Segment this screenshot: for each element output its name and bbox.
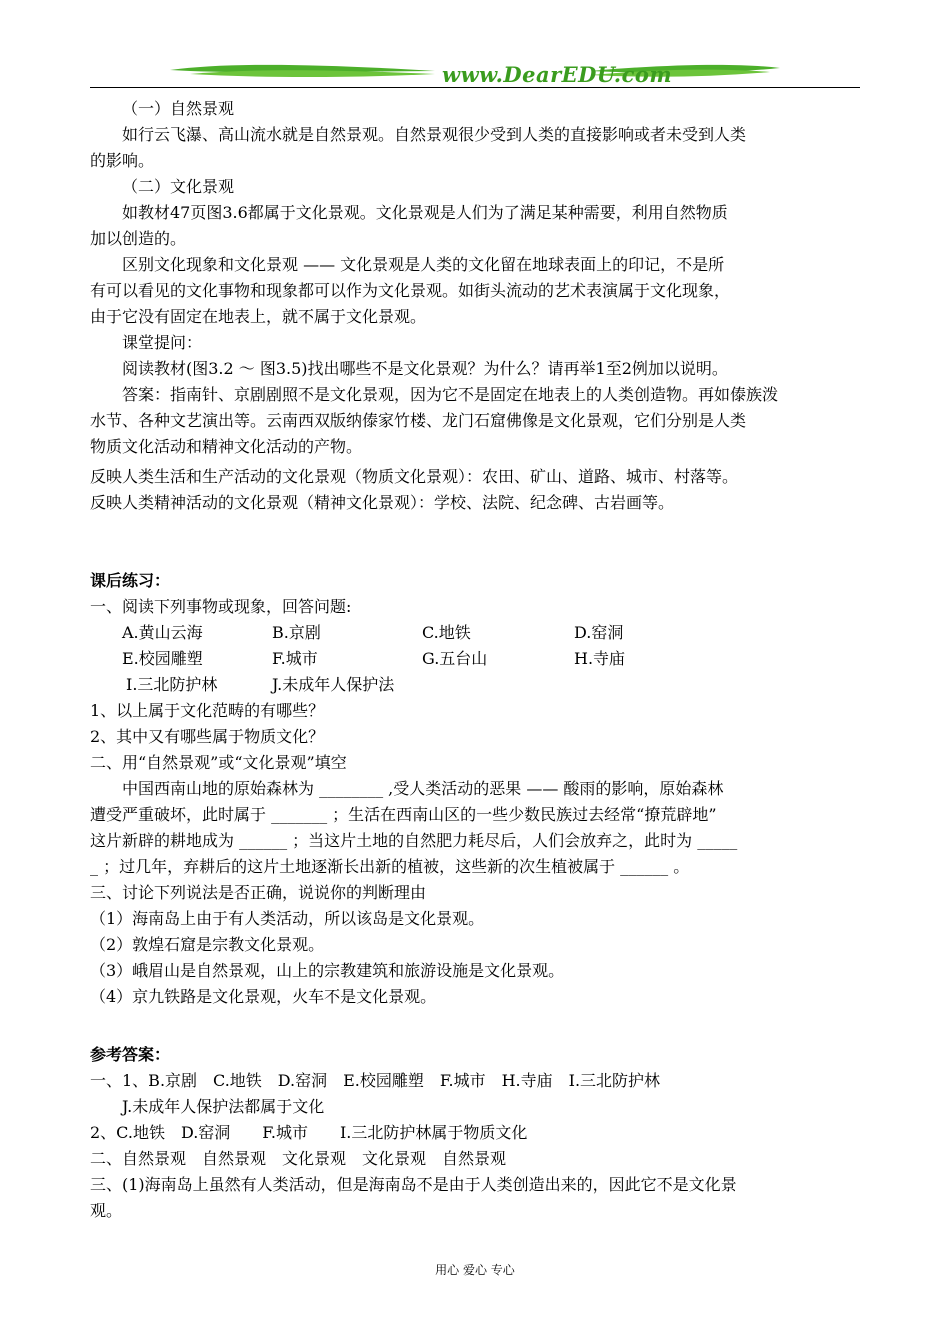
options-row <box>90 646 870 672</box>
answer-line: 观。 <box>90 1201 123 1220</box>
option-item: J.未成年人保护法 <box>272 675 395 694</box>
body-paragraph-line: 由于它没有固定在地表上，就不属于文化景观。 <box>90 307 427 326</box>
answer-line: 二、自然景观 自然景观 文化景观 文化景观 自然景观 <box>90 1149 507 1168</box>
answers-heading: 参考答案： <box>90 1045 171 1064</box>
fill-blank-line: 遭受严重破坏，此时属于 _______ ；生活在西南山区的一些少数民族过去经常“撩荒辟地” <box>90 805 717 824</box>
site-url-logo[interactable]: www.DearEDU.com <box>442 62 673 87</box>
body-paragraph-line: 的影响。 <box>90 151 155 170</box>
fill-blank-line: _ ；过几年，弃耕后的这片土地逐渐长出新的植被，这些新的次生植被属于 ______ 。 <box>90 857 690 876</box>
document-body <box>90 96 870 1224</box>
material-culture-line: 反映人类生活和生产活动的文化景观（物质文化景观）：农田、矿山、道路、城市、村落等。 <box>90 467 739 486</box>
option-item: G.五台山 <box>422 649 488 668</box>
class-question-label: 课堂提问： <box>122 333 203 352</box>
option-item: B.京剧 <box>272 623 321 642</box>
question-1-title: 一、阅读下列事物或现象，回答问题: <box>90 597 352 616</box>
body-paragraph-line: 水节、各种文艺演出等。云南西双版纳傣家竹楼、龙门石窟佛像是文化景观，它们分别是人类 <box>90 411 747 430</box>
body-paragraph-line: 物质文化活动和精神文化活动的产物。 <box>90 437 363 456</box>
page-header <box>90 58 860 92</box>
options-row <box>90 672 870 698</box>
option-item: A.黄山云海 <box>122 623 203 642</box>
answer-line: J.未成年人保护法都属于文化 <box>122 1097 325 1116</box>
body-paragraph-line: 阅读教材(图3.2 ～ 图3.5)找出哪些不是文化景观？为什么？请再举1至2例加以说明。 <box>122 359 728 378</box>
answer-line: 一、1、B.京剧 C.地铁 D.窑洞 E.校园雕塑 F.城市 H.寺庙 I.三北防护林 <box>90 1071 661 1090</box>
header-rule <box>90 87 860 88</box>
question-1-sub-2: 2、其中又有哪些属于物质文化？ <box>90 727 325 746</box>
answer-line: 三、(1)海南岛上虽然有人类活动，但是海南岛不是由于人类创造出来的，因此它不是文化景 <box>90 1175 737 1194</box>
exercises-heading: 课后练习： <box>90 571 171 590</box>
option-item: C.地铁 <box>422 623 471 642</box>
section-natural-landscape-heading: （一）自然景观 <box>122 99 235 118</box>
discussion-item: （4）京九铁路是文化景观，火车不是文化景观。 <box>90 987 437 1006</box>
page-footer: 用心 爱心 专心 <box>435 1263 515 1277</box>
answer-line: 2、C.地铁 D.窑洞 F.城市 I.三北防护林属于物质文化 <box>90 1123 528 1142</box>
body-paragraph-line: 如教材47页图3.6都属于文化景观。文化景观是人们为了满足某种需要，利用自然物质 <box>122 203 728 222</box>
options-row <box>90 620 870 646</box>
question-1-sub-1: 1、以上属于文化范畴的有哪些？ <box>90 701 325 720</box>
discussion-item: （2）敦煌石窟是宗教文化景观。 <box>90 935 325 954</box>
fill-blank-line: 中国西南山地的原始森林为 ________ ,受人类活动的恶果 —— 酸雨的影响，原始森林 <box>122 779 724 798</box>
option-item: I.三北防护林 <box>126 675 218 694</box>
section-cultural-landscape-heading: （二）文化景观 <box>122 177 235 196</box>
discussion-item: （1）海南岛上由于有人类活动，所以该岛是文化景观。 <box>90 909 485 928</box>
option-item: D.窑洞 <box>574 623 624 642</box>
discussion-item: （3）峨眉山是自然景观，山上的宗教建筑和旅游设施是文化景观。 <box>90 961 565 980</box>
option-item: F.城市 <box>272 649 318 668</box>
body-paragraph-line: 如行云飞瀑、高山流水就是自然景观。自然景观很少受到人类的直接影响或者未受到人类 <box>122 125 747 144</box>
spiritual-culture-line: 反映人类精神活动的文化景观（精神文化景观）：学校、法院、纪念碑、古岩画等。 <box>90 493 675 512</box>
option-item: E.校园雕塑 <box>122 649 203 668</box>
body-paragraph-line: 加以创造的。 <box>90 229 187 248</box>
option-item: H.寺庙 <box>574 649 626 668</box>
fill-blank-line: 这片新辟的耕地成为 ______ ；当这片土地的自然肥力耗尽后，人们会放弃之，此时为 _____ <box>90 831 738 850</box>
body-paragraph-line: 答案：指南针、京剧剧照不是文化景观，因为它不是固定在地表上的人类创造物。再如傣族泼 <box>122 385 779 404</box>
body-paragraph-line: 有可以看见的文化事物和现象都可以作为文化景观。如街头流动的艺术表演属于文化现象， <box>90 281 731 300</box>
question-3-title: 三、讨论下列说法是否正确，说说你的判断理由 <box>90 883 427 902</box>
question-2-title: 二、用“自然景观”或“文化景观”填空 <box>90 753 347 772</box>
body-paragraph-line: 区别文化现象和文化景观 —— 文化景观是人类的文化留在地球表面上的印记，不是所 <box>122 255 725 274</box>
